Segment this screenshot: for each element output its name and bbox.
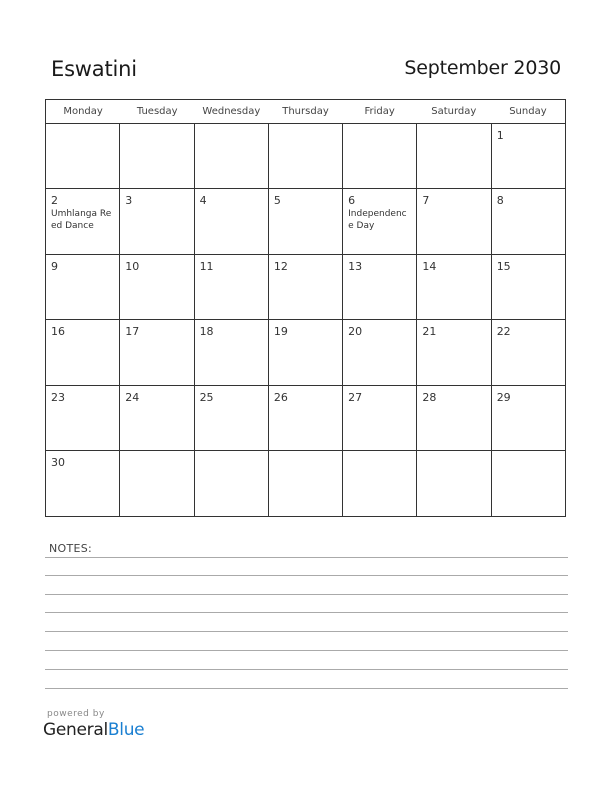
day-number: 26 xyxy=(273,390,288,404)
week-row xyxy=(46,189,565,254)
day-number: 2 xyxy=(51,194,58,208)
day-number: 24 xyxy=(125,390,140,404)
day-cell xyxy=(46,451,120,516)
day-number: 4 xyxy=(199,194,207,208)
day-number: 23 xyxy=(51,390,65,404)
day-cell xyxy=(46,255,120,319)
day-cell xyxy=(120,255,194,319)
day-cell xyxy=(46,386,120,450)
day-number: 27 xyxy=(348,390,363,404)
day-cell xyxy=(343,320,417,384)
day-cell xyxy=(343,124,417,188)
note-line xyxy=(45,575,568,576)
dow-thursday: Thursday xyxy=(282,106,329,117)
day-number: 3 xyxy=(125,194,133,208)
day-cell xyxy=(195,451,269,516)
day-number: 5 xyxy=(273,194,281,208)
day-cell xyxy=(492,320,565,384)
day-number: 21 xyxy=(422,325,437,339)
note-line xyxy=(45,688,568,689)
day-number: 6 xyxy=(348,194,356,208)
holiday-label: Umhlanga Reed Dance xyxy=(51,209,112,232)
day-cell xyxy=(492,386,565,450)
day-cell xyxy=(195,124,269,188)
day-number: 19 xyxy=(273,325,288,339)
days-of-week-header xyxy=(46,100,565,124)
dow-monday: Monday xyxy=(63,106,103,117)
day-cell xyxy=(120,124,194,188)
day-cell xyxy=(269,124,343,188)
dow-wednesday: Wednesday xyxy=(202,106,261,117)
brand-logo xyxy=(43,720,144,740)
day-cell xyxy=(343,451,417,516)
day-cell xyxy=(269,189,343,253)
day-number: 8 xyxy=(496,194,504,208)
day-cell xyxy=(417,386,491,450)
day-number: 28 xyxy=(422,390,437,404)
day-number: 15 xyxy=(496,259,511,273)
day-number: 16 xyxy=(51,325,65,339)
day-cell xyxy=(417,451,491,516)
day-cell xyxy=(195,189,269,253)
day-cell xyxy=(195,320,269,384)
day-cell xyxy=(492,189,565,253)
day-number: 22 xyxy=(496,325,511,339)
note-line xyxy=(45,594,568,595)
day-cell xyxy=(120,320,194,384)
day-number: 12 xyxy=(273,259,288,273)
day-cell xyxy=(46,124,120,188)
day-cell xyxy=(343,189,417,253)
calendar-grid xyxy=(45,99,566,517)
day-number: 30 xyxy=(51,455,65,469)
dow-tuesday: Tuesday xyxy=(136,106,178,117)
week-row xyxy=(46,124,565,189)
day-number: 29 xyxy=(496,390,511,404)
day-cell xyxy=(269,255,343,319)
week-row xyxy=(46,255,565,320)
day-cell xyxy=(492,124,565,188)
day-cell xyxy=(120,386,194,450)
dow-saturday: Saturday xyxy=(431,106,477,117)
note-line xyxy=(45,650,568,651)
day-number: 17 xyxy=(125,325,140,339)
day-cell xyxy=(492,451,565,516)
day-number: 10 xyxy=(125,259,140,273)
day-number: 25 xyxy=(199,390,214,404)
day-number: 18 xyxy=(199,325,214,339)
day-number: 7 xyxy=(422,194,430,208)
week-row xyxy=(46,451,565,516)
day-cell xyxy=(417,124,491,188)
day-cell xyxy=(417,320,491,384)
dow-friday: Friday xyxy=(364,106,395,117)
weeks-grid xyxy=(46,124,565,516)
day-cell xyxy=(417,189,491,253)
day-number: 20 xyxy=(348,325,363,339)
day-cell xyxy=(46,189,120,253)
day-number: 1 xyxy=(496,129,504,142)
day-number: 9 xyxy=(51,259,58,273)
day-cell xyxy=(343,255,417,319)
day-cell xyxy=(120,451,194,516)
day-cell xyxy=(492,255,565,319)
day-cell xyxy=(269,320,343,384)
month-year-title: September 2030 xyxy=(404,57,561,79)
day-cell xyxy=(343,386,417,450)
country-title: Eswatini xyxy=(51,57,137,81)
note-line xyxy=(45,631,568,632)
holiday-label: Independence Day xyxy=(348,209,407,232)
notes-label: NOTES: xyxy=(49,542,93,555)
day-cell xyxy=(46,320,120,384)
note-line xyxy=(45,557,568,558)
week-row xyxy=(46,386,565,451)
day-number: 14 xyxy=(422,259,437,273)
note-line xyxy=(45,669,568,670)
day-cell xyxy=(269,386,343,450)
brand-blue-text: Blue xyxy=(107,720,145,740)
day-cell xyxy=(417,255,491,319)
day-cell xyxy=(195,255,269,319)
brand-general-text: General xyxy=(43,720,108,740)
week-row xyxy=(46,320,565,385)
day-cell xyxy=(195,386,269,450)
day-number: 13 xyxy=(348,259,363,273)
dow-sunday: Sunday xyxy=(509,106,547,117)
powered-by-text: powered by xyxy=(47,709,105,719)
day-number: 11 xyxy=(199,259,214,273)
day-cell xyxy=(269,451,343,516)
note-line xyxy=(45,612,568,613)
day-cell xyxy=(120,189,194,253)
